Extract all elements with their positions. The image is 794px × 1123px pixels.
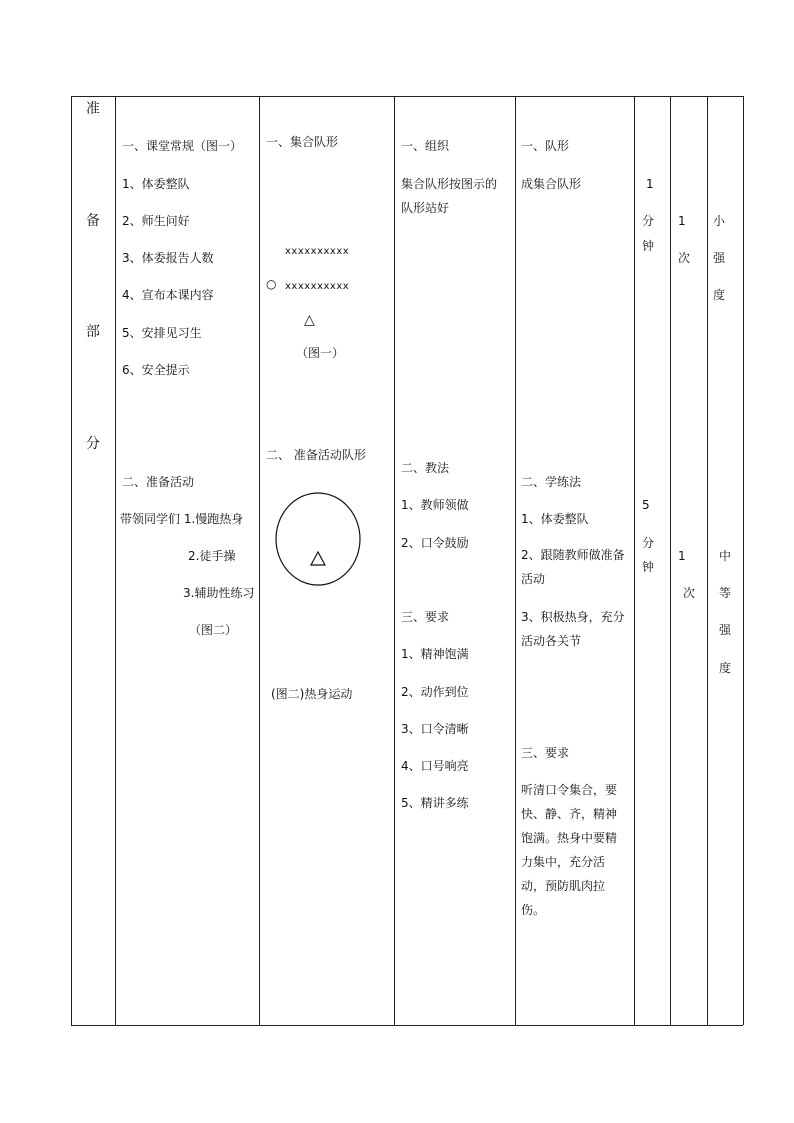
student-learn-item: 1、体委整队 (521, 512, 589, 526)
student-formation-title: 一、队形 (521, 139, 570, 153)
teacher-requirement-item: 3、口令清晰 (401, 722, 469, 736)
teacher-requirement-item: 2、动作到位 (401, 685, 469, 699)
teacher-position-marker: ○ (266, 277, 277, 291)
intensity-char: 等 (719, 586, 732, 600)
routine-item: 1、体委整队 (122, 177, 190, 191)
routine-item: 4、宣布本课内容 (122, 288, 214, 302)
section-label-char: 部 (86, 324, 100, 340)
table-col-border (670, 96, 671, 1025)
warmup-triangle (311, 552, 325, 565)
table-col-border (259, 96, 260, 1025)
time-number: 1 (646, 177, 654, 191)
student-learn-title: 二、学练法 (521, 475, 582, 489)
table-col-border (707, 96, 708, 1025)
teacher-requirement-item: 5、精讲多练 (401, 796, 469, 810)
teaching-method-item: 1、教师领做 (401, 498, 469, 512)
table-col-border (71, 96, 72, 1025)
time-unit: 钟 (642, 239, 655, 253)
routine-item: 3、体委报告人数 (122, 251, 214, 265)
student-learn-item: 3、积极热身，充分活动各关节 (521, 610, 625, 648)
routine-item: 6、安全提示 (122, 363, 190, 377)
count-number: 1 (678, 214, 686, 228)
intensity-char: 强 (713, 251, 726, 265)
time-number: 5 (642, 498, 650, 512)
prep-item: 2.徒手操 (188, 549, 236, 563)
formation-figure-caption: （图一） (296, 346, 345, 360)
table-col-border (394, 96, 395, 1025)
teaching-method-item: 2、口令鼓励 (401, 536, 469, 550)
organization-title: 一、组织 (401, 139, 450, 153)
formation-row: xxxxxxxxxx (285, 246, 350, 257)
intensity-char: 小 (713, 214, 726, 228)
formation-row: xxxxxxxxxx (285, 281, 350, 292)
teacher-requirement-item: 4、口号响亮 (401, 759, 469, 773)
count-number: 1 (678, 549, 686, 563)
intensity-char: 度 (713, 288, 726, 302)
table-bottom-border (71, 1025, 743, 1026)
student-learn-item: 2、跟随教师做准备活动 (521, 548, 625, 586)
warmup-figure-caption: (图二)热身运动 (271, 687, 353, 701)
time-unit: 分 (642, 536, 655, 550)
count-unit: 次 (678, 251, 691, 265)
student-requirements-title: 三、要求 (521, 746, 570, 760)
teaching-method-title: 二、教法 (401, 461, 450, 475)
table-col-border (634, 96, 635, 1025)
intensity-char: 强 (719, 623, 732, 637)
warmup-formation-title: 二、 准备活动队形 (266, 448, 366, 462)
teacher-requirements-title: 三、要求 (401, 610, 450, 624)
time-unit: 钟 (642, 560, 655, 574)
time-unit: 分 (642, 214, 655, 228)
routine-title: 一、课堂常规（图一） (122, 139, 243, 153)
table-col-border (743, 96, 744, 1025)
teacher-requirement-item: 1、精神饱满 (401, 647, 469, 661)
organization-text: 集合队形按图示的队形站好 (401, 177, 498, 215)
section-label-char: 准 (86, 101, 100, 117)
student-formation-text: 成集合队形 (521, 177, 582, 191)
routine-item: 5、安排见习生 (122, 326, 202, 340)
table-col-border (115, 96, 116, 1025)
triangle-marker: △ (304, 312, 315, 328)
table-col-border (515, 96, 516, 1025)
count-unit: 次 (683, 586, 696, 600)
routine-item: 2、师生问好 (122, 214, 190, 228)
table-top-border (71, 96, 743, 97)
student-requirements-text: 听清口令集合，要快、静、齐，精神饱满。热身中要精力集中，充分活动，预防肌肉拉伤。 (521, 783, 618, 917)
prep-item: 3.辅助性练习 (183, 586, 255, 600)
section-label-char: 备 (86, 213, 100, 229)
formation-title: 一、集合队形 (266, 135, 339, 149)
section-label-char: 分 (86, 436, 100, 452)
prep-lead: 带领同学们 1.慢跑热身 (120, 512, 244, 526)
intensity-char: 中 (719, 549, 732, 563)
warmup-circle (276, 493, 360, 585)
prep-figure-caption: （图二） (189, 623, 238, 637)
intensity-char: 度 (719, 661, 732, 675)
prep-title: 二、准备活动 (122, 475, 195, 489)
